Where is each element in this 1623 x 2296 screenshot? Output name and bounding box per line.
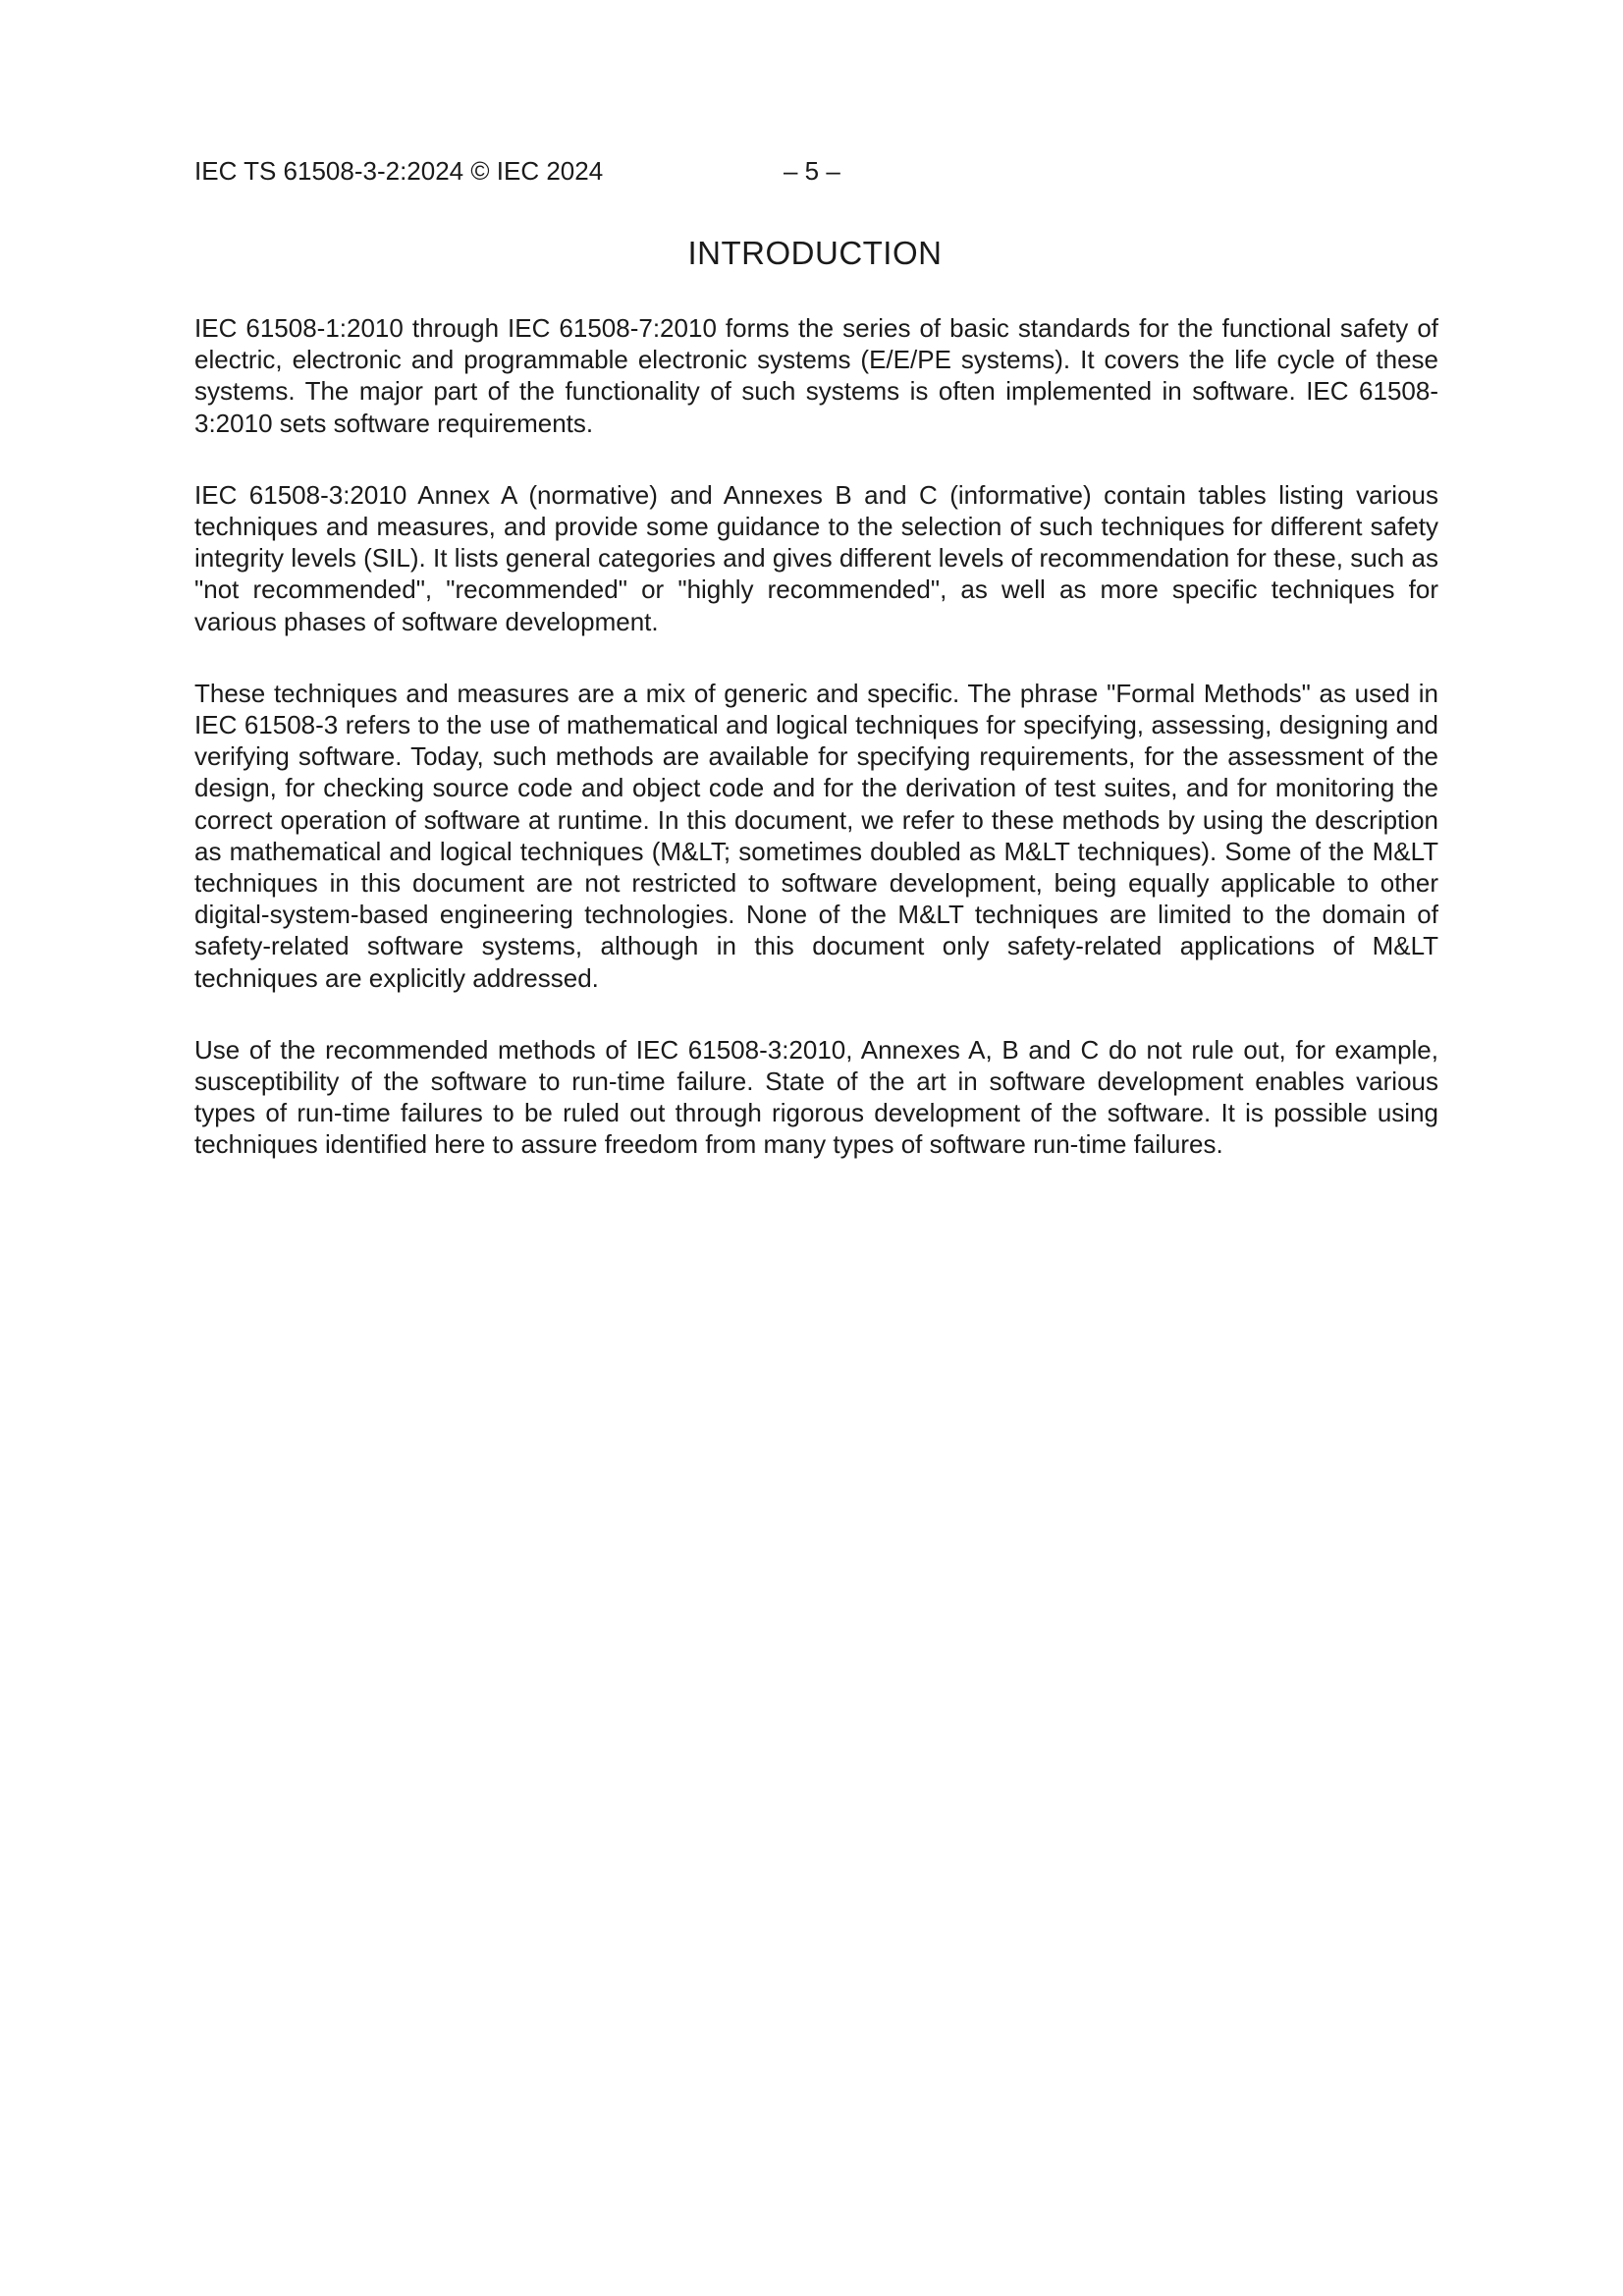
- paragraph-3: These techniques and measures are a mix of generic and specific. The phrase "Formal Methods" as used in IEC 61508-3 refers to the use of mathematical and logical techniques for specifying, assessing, designing and verifying software. Today, such methods are available for specifying requirements, for the assessment of the design, for checking source code and object code and for the derivation of test suites, and for monitoring the correct operation of software at runtime. In this document, we refer to these methods by using the description as mathematical and logical techniques (M&LT; sometimes doubled as M&LT techniques). Some of the M&LT techniques in this document are not restricted to software development, being equally applicable to other digital-system-based engineering technologies. None of the M&LT techniques are limited to the domain of safety-related software systems, although in this document only safety-related applications of M&LT techniques are explicitly addressed.: [194, 678, 1438, 993]
- section-title: INTRODUCTION: [687, 235, 943, 271]
- paragraph-4: Use of the recommended methods of IEC 61508-3:2010, Annexes A, B and C do not rule out, for example, susceptibility of the software to run-time failure. State of the art in software development enables various types of run-time failures to be ruled out through rigorous development of the software. It is possible using techniques identified here to assure freedom from many types of software run-time failures.: [194, 1034, 1438, 1160]
- paragraph-1: IEC 61508-1:2010 through IEC 61508-7:2010 forms the series of basic standards for the functional safety of electric, electronic and programmable electronic systems (E/E/PE systems). It covers the life cycle of these systems. The major part of the functionality of such systems is often implemented in software. IEC 61508-3:2010 sets software requirements.: [194, 313, 1438, 438]
- document-reference: IEC TS 61508-3-2:2024 © IEC 2024: [194, 156, 604, 186]
- introduction-body: [194, 312, 1438, 1201]
- running-header: [194, 155, 840, 187]
- page-number: – 5 –: [784, 156, 840, 186]
- paragraph-2: IEC 61508-3:2010 Annex A (normative) and Annexes B and C (informative) contain tables listing various techniques and measures, and provide some guidance to the selection of such techniques for different safety integrity levels (SIL). It lists general categories and gives different levels of recommendation for these, such as "not recommended", "recommended" or "highly recommended", as well as more specific techniques for various phases of software development.: [194, 479, 1438, 636]
